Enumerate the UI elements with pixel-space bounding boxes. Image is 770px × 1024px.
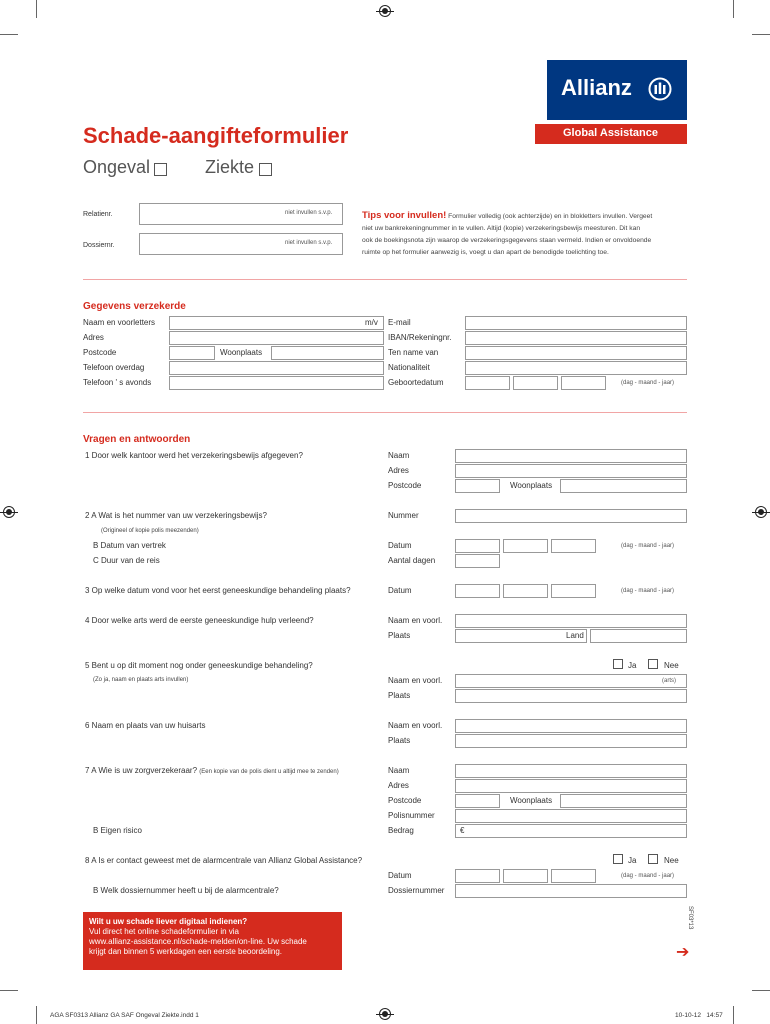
q8-no-checkbox[interactable] <box>648 854 658 864</box>
q7-city-label: Woonplaats <box>510 796 553 805</box>
birthdate-month-field[interactable] <box>513 376 558 390</box>
insured-city-field[interactable] <box>271 346 384 360</box>
q8-yes-label: Ja <box>628 856 637 865</box>
crop-mark <box>752 990 770 991</box>
digital-heading: Wilt u uw schade liever digitaal indienen? <box>89 917 248 926</box>
question-4: 4 Door welke arts werd de eerste geneeskundige hulp verleend? <box>85 616 314 625</box>
phone-evening-field[interactable] <box>169 376 384 390</box>
q6-name-field[interactable] <box>455 719 687 733</box>
q3-date-hint: (dag - maand - jaar) <box>621 588 675 594</box>
digital-line: Vul direct het online schadeformulier in via <box>89 927 240 936</box>
birthdate-day-field[interactable] <box>465 376 510 390</box>
crop-mark <box>36 0 37 18</box>
q8-yes-checkbox[interactable] <box>613 854 623 864</box>
accident-checkbox[interactable] <box>154 163 167 176</box>
insured-postcode-field[interactable] <box>169 346 215 360</box>
registration-mark-icon <box>3 506 15 518</box>
q3-month-field[interactable] <box>503 584 548 598</box>
relation-number-hint: niet invullen s.v.p. <box>285 210 333 216</box>
question-8b: B Welk dossiernummer heeft u bij de alarmcentrale? <box>93 886 279 895</box>
q1-address-label: Adres <box>388 466 409 475</box>
euro-sign: € <box>460 826 465 835</box>
q2b-year-field[interactable] <box>551 539 596 553</box>
tips-line: ruimte op het formulier aanwezig is, voegt u dan apart de benodigde toelichting toe. <box>362 249 609 256</box>
type-accident-label: Ongeval <box>83 157 151 177</box>
q7-policy-label: Polisnummer <box>388 811 435 820</box>
phone-evening-label: Telefoon ' s avonds <box>83 378 152 387</box>
question-5: 5 Bent u op dit moment nog onder geneeskundige behandeling? <box>85 661 313 670</box>
crop-mark <box>0 34 18 35</box>
birthdate-year-field[interactable] <box>561 376 606 390</box>
q1-name-field[interactable] <box>455 449 687 463</box>
q1-city-field[interactable] <box>560 479 687 493</box>
q2c-days-field[interactable] <box>455 554 500 568</box>
question-2a: 2 A Wat is het nummer van uw verzekeringsbewijs? <box>85 511 268 520</box>
insured-postcode-label: Postcode <box>83 348 117 357</box>
q6-place-label: Plaats <box>388 736 411 745</box>
q5-no-label: Nee <box>664 661 679 670</box>
q8-date-hint: (dag - maand - jaar) <box>621 873 675 879</box>
birthdate-label: Geboortedatum <box>388 378 444 387</box>
q6-place-field[interactable] <box>455 734 687 748</box>
q2b-date-label: Datum <box>388 541 412 550</box>
allianz-logo <box>547 60 687 120</box>
registration-mark-icon <box>379 5 391 17</box>
insured-name-field[interactable] <box>169 316 384 330</box>
insured-city-label: Woonplaats <box>220 348 263 357</box>
footer-filename: AGA SF0313 Allianz GA SAF Ongeval Ziekte.indd 1 <box>50 1012 199 1019</box>
email-field[interactable] <box>465 316 687 330</box>
q7b-amount-label: Bedrag <box>388 826 414 835</box>
q1-city-label: Woonplaats <box>510 481 553 490</box>
q7-address-label: Adres <box>388 781 409 790</box>
q7-postcode-label: Postcode <box>388 796 422 805</box>
q8-month-field[interactable] <box>503 869 548 883</box>
q4-name-label: Naam en voorl. <box>388 616 443 625</box>
q7b-amount-field[interactable] <box>455 824 687 838</box>
question-2c: C Duur van de reis <box>93 556 160 565</box>
question-7a-note: (Een kopie van de polis dient u altijd mee te zenden) <box>199 769 339 775</box>
footer-timestamp: 10-10-12 14:57 <box>675 1012 723 1019</box>
q4-country-label: Land <box>566 631 584 640</box>
q2b-day-field[interactable] <box>455 539 500 553</box>
q6-name-label: Naam en voorl. <box>388 721 443 730</box>
type-illness-label: Ziekte <box>205 157 255 177</box>
allianz-eagle-icon <box>648 77 672 101</box>
q7-city-field[interactable] <box>560 794 687 808</box>
q7-address-field[interactable] <box>455 779 687 793</box>
q2b-date-hint: (dag - maand - jaar) <box>621 543 675 549</box>
question-8a: 8 A Is er contact geweest met de alarmcentrale van Allianz Global Assistance? <box>85 856 363 865</box>
relation-number-label: Relatienr. <box>83 211 113 218</box>
q5-yes-checkbox[interactable] <box>613 659 623 669</box>
question-7b: B Eigen risico <box>93 826 142 835</box>
q8-day-field[interactable] <box>455 869 500 883</box>
q1-address-field[interactable] <box>455 464 687 478</box>
q5-place-label: Plaats <box>388 691 411 700</box>
q3-year-field[interactable] <box>551 584 596 598</box>
q8-date-label: Datum <box>388 871 412 880</box>
q1-name-label: Naam <box>388 451 410 460</box>
q2c-days-label: Aantal dagen <box>388 556 436 565</box>
q2a-number-field[interactable] <box>455 509 687 523</box>
q5-name-label: Naam en voorl. <box>388 676 443 685</box>
nationality-label: Nationaliteit <box>388 363 430 372</box>
account-holder-label: Ten name van <box>388 348 439 357</box>
q2a-number-label: Nummer <box>388 511 419 520</box>
registration-mark-icon <box>755 506 767 518</box>
q7-name-label: Naam <box>388 766 410 775</box>
digital-link[interactable]: www.allianz-assistance.nl/schade-melden/on-line. Uw schade <box>89 937 307 946</box>
next-page-arrow-icon: ➔ <box>676 944 690 961</box>
question-5-note: (Zo ja, naam en plaats arts invullen) <box>93 677 189 683</box>
q3-date-label: Datum <box>388 586 412 595</box>
q7-name-field[interactable] <box>455 764 687 778</box>
insured-address-field[interactable] <box>169 331 384 345</box>
q4-place-label: Plaats <box>388 631 411 640</box>
q1-postcode-label: Postcode <box>388 481 422 490</box>
q7-postcode-field[interactable] <box>455 794 500 808</box>
insured-address-label: Adres <box>83 333 104 342</box>
illness-checkbox[interactable] <box>259 163 272 176</box>
q7-policy-field[interactable] <box>455 809 687 823</box>
phone-day-label: Telefoon overdag <box>83 363 145 372</box>
crop-mark <box>752 34 770 35</box>
question-6: 6 Naam en plaats van uw huisarts <box>85 721 206 730</box>
tips-block <box>362 210 688 259</box>
insured-heading: Gegevens verzekerde <box>83 301 186 312</box>
question-2b: B Datum van vertrek <box>93 541 166 550</box>
page-title: Schade-aangifteformulier <box>83 123 349 148</box>
question-2a-note: (Origineel of kopie polis meezenden) <box>101 528 199 534</box>
nationality-field[interactable] <box>465 361 687 375</box>
allianz-wordmark: Allianz <box>561 75 632 100</box>
q3-day-field[interactable] <box>455 584 500 598</box>
file-number-label: Dossiernr. <box>83 242 115 249</box>
tips-line: ook de boekingsnota zijn waarop de verzekeringsgegevens staan vermeld. Indien er onvoldoende <box>362 237 652 244</box>
iban-field[interactable] <box>465 331 687 345</box>
digital-submit-banner <box>83 912 342 970</box>
divider <box>83 412 687 413</box>
crop-mark <box>36 1006 37 1024</box>
q8-no-label: Nee <box>664 856 679 865</box>
global-assistance-label: Global Assistance <box>563 127 658 139</box>
birthdate-format-hint: (dag - maand - jaar) <box>621 380 675 386</box>
iban-label: IBAN/Rekeningnr. <box>388 333 452 342</box>
crop-mark <box>733 1006 734 1024</box>
registration-mark-icon <box>379 1008 391 1020</box>
tips-line: niet uw bankrekeningnummer in te vullen. Altijd (kopie) verzekeringsbewijs meesturen. Dit kan <box>362 225 641 232</box>
qa-heading: Vragen en antwoorden <box>83 434 191 445</box>
crop-mark <box>733 0 734 18</box>
question-7a <box>85 766 339 775</box>
q5-place-field[interactable] <box>455 689 687 703</box>
q8-file-label: Dossiernummer <box>388 886 445 895</box>
question-7a-text: 7 A Wie is uw zorgverzekeraar? <box>85 766 198 775</box>
q5-name-field[interactable] <box>455 674 687 688</box>
file-number-hint: niet invullen s.v.p. <box>285 240 333 246</box>
q5-yes-label: Ja <box>628 661 637 670</box>
question-1: 1 Door welk kantoor werd het verzekeringsbewijs afgegeven? <box>85 451 303 460</box>
phone-day-field[interactable] <box>169 361 384 375</box>
crop-mark <box>0 990 18 991</box>
divider <box>83 279 687 280</box>
global-assistance-banner <box>535 124 687 144</box>
email-label: E-mail <box>388 318 411 327</box>
tips-line: Formulier volledig (ook achterzijde) en in blokletters invullen. Vergeet <box>448 213 653 220</box>
q2b-month-field[interactable] <box>503 539 548 553</box>
q1-postcode-field[interactable] <box>455 479 500 493</box>
question-3: 3 Op welke datum vond voor het eerst geneeskundige behandeling plaats? <box>85 586 351 595</box>
gender-label: m/v <box>365 318 378 327</box>
q8-year-field[interactable] <box>551 869 596 883</box>
q5-doctor-hint: (arts) <box>662 678 676 684</box>
q8-file-field[interactable] <box>455 884 687 898</box>
q4-country-field[interactable] <box>590 629 687 643</box>
account-holder-field[interactable] <box>465 346 687 360</box>
q5-no-checkbox[interactable] <box>648 659 658 669</box>
q4-name-field[interactable] <box>455 614 687 628</box>
side-code: SF03*13 <box>687 906 693 930</box>
digital-line: krijgt dan binnen 5 werkdagen een eerste beoordeling. <box>89 947 283 956</box>
insured-name-label: Naam en voorletters <box>83 318 156 327</box>
tips-heading: Tips voor invullen! <box>362 210 447 221</box>
